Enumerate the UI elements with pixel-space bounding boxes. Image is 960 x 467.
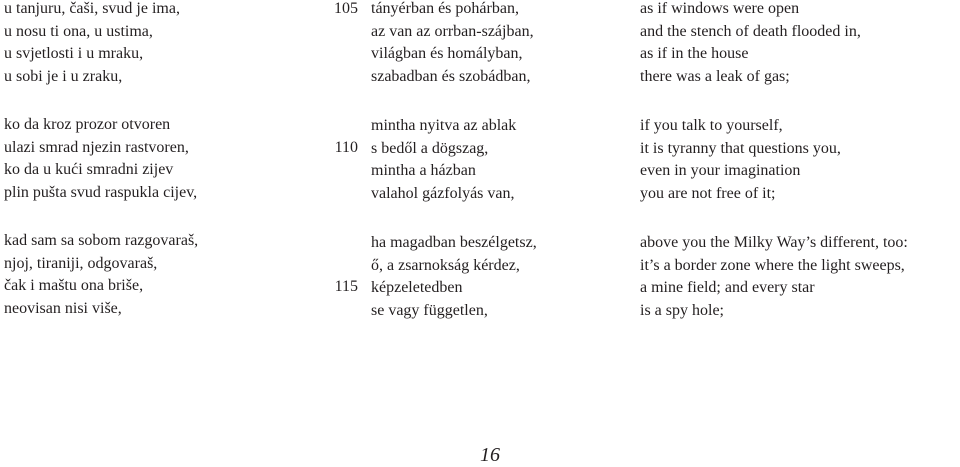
poem-line: kad sam sa sobom razgovaraš, — [4, 232, 199, 249]
poem-line: it’s a border zone where the light sweeps, — [640, 256, 905, 274]
poem-line: even in your imagination — [640, 162, 801, 179]
poem-line: az van az orrban-szájban, — [371, 22, 534, 40]
croatian-stanza — [4, 114, 197, 204]
croatian-stanza — [4, 0, 180, 88]
poem-line: plin pušta svud raspukla cijev, — [4, 183, 198, 201]
poem-line: képzeletedben — [371, 279, 463, 296]
poem-line: it is tyranny that questions you, — [640, 139, 841, 157]
poem-line: ő, a zsarnokság kérdez, — [371, 256, 520, 274]
english-stanza — [640, 0, 861, 88]
poem-line: ha magadban beszélgetsz, — [371, 234, 537, 251]
poem-line: is a spy hole; — [640, 301, 724, 319]
poem-line: as if windows were open — [640, 0, 800, 17]
poem-line: if you talk to yourself, — [640, 117, 783, 134]
hungarian-stanza — [371, 0, 534, 88]
poem-line: there was a leak of gas; — [640, 67, 790, 85]
line-number: 105 — [334, 0, 358, 17]
poem-line: a mine field; and every star — [640, 279, 815, 296]
poem-line: and the stench of death flooded in, — [640, 22, 861, 40]
croatian-stanza — [4, 230, 198, 320]
poem-line: above you the Milky Way’s different, too: — [640, 234, 908, 251]
poem-line: u tanjuru, čaši, svud je ima, — [4, 0, 180, 17]
poem-line: njoj, tiraniji, odgovaraš, — [4, 254, 158, 272]
hungarian-stanza — [371, 115, 516, 205]
english-stanza — [640, 115, 841, 205]
english-stanza — [640, 232, 908, 322]
poem-line: s bedől a dögszag, — [371, 139, 489, 157]
poem-line: se vagy független, — [371, 301, 488, 319]
poem-line: ko da kroz prozor otvoren — [4, 116, 171, 133]
line-number: 115 — [334, 278, 358, 295]
poem-line: mintha nyitva az ablak — [371, 117, 517, 134]
poem-line: világban és homályban, — [371, 45, 523, 62]
poem-line: ulazi smrad njezin rastvoren, — [4, 138, 189, 156]
poem-line: neovisan nisi više, — [4, 299, 122, 317]
poem-line: tányérban és pohárban, — [371, 0, 519, 17]
poem-line: you are not free of it; — [640, 184, 776, 202]
poem-line: ko da u kući smradni zijev — [4, 161, 174, 178]
hungarian-stanza — [371, 232, 537, 322]
poem-line: u nosu ti ona, u ustima, — [4, 22, 153, 40]
poem-line: szabadban és szobádban, — [371, 67, 531, 85]
line-number: 110 — [334, 139, 358, 156]
poem-line: u sobi je i u zraku, — [4, 67, 123, 85]
page-number: 16 — [480, 444, 500, 466]
poem-line: u svjetlosti i u mraku, — [4, 45, 144, 62]
poem-line: as if in the house — [640, 45, 749, 62]
poem-line: mintha a házban — [371, 162, 476, 179]
poem-line: čak i maštu ona briše, — [4, 277, 144, 294]
poem-line: valahol gázfolyás van, — [371, 184, 515, 202]
